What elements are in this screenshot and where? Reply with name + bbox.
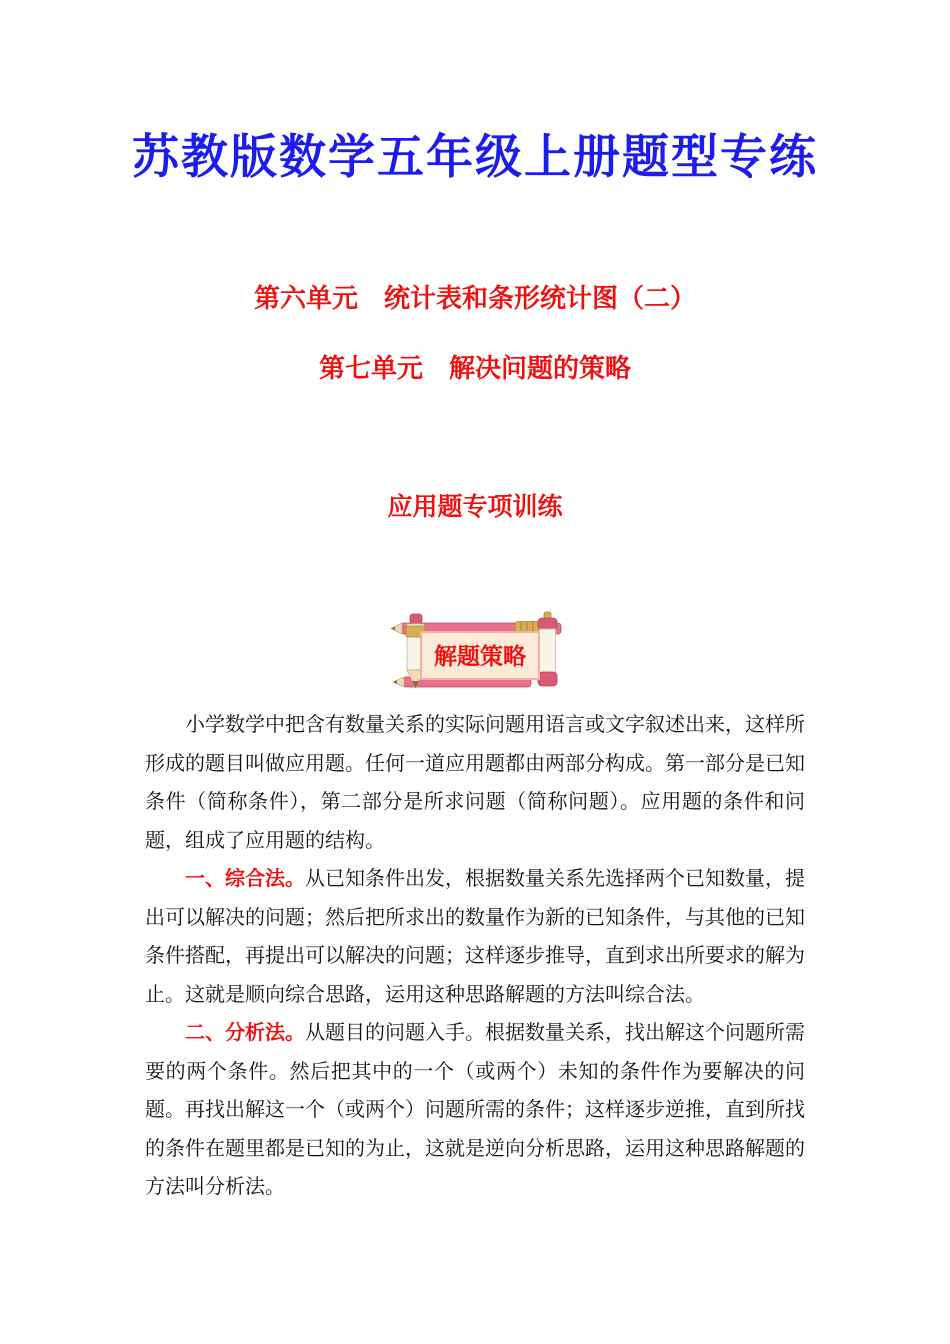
right-roller-icon [538,612,557,686]
banner-label: 解题策略 [434,643,526,669]
document-title: 苏教版数学五年级上册题型专练 [132,132,818,184]
method-1-label: 一、综合法。 [185,868,305,890]
heading-unit-6: 第六单元 统计表和条形统计图（二） [253,283,696,313]
scroll-banner-graphic [391,606,569,698]
paragraph-intro: 小学数学中把含有数量关系的实际问题用语言或文字叙述出来，这样所形成的题目叫做应用题。任何一道应用题都由两部分构成。第一部分是已知条件（简称条件），第二部分是所求问题（简称问题）。应用题的条件和问题，组成了应用题的结构。 [145,714,805,852]
method-2-text: 从题目的问题入手。根据数量关系，找出解这个问题所需要的两个条件。然后把其中的一个（或两个）未知的条件作为要解决的问题。再找出解这一个（或两个）问题所需的条件；这样逐步逆推，直到所找的条件在题里都是已知的为止，这就是逆向分析思路，运用这种思路解题的方法叫分析法。 [145,1022,805,1198]
method-2-label: 二、分析法。 [185,1022,305,1044]
heading-unit-7: 第七单元 解决问题的策略 [318,353,631,383]
paragraph-method-1 [145,860,805,1014]
paragraph-method-2 [145,1014,805,1207]
method-1-text: 从已知条件出发，根据数量关系先选择两个已知数量，提出可以解决的问题；然后把所求出的数量作为新的已知条件，与其他的已知条件搭配，再提出可以解决的问题；这样逐步推导，直到求出所要求的解为止。这就是顺向综合思路，运用这种思路解题的方法叫综合法。 [145,868,805,1006]
heading-applied-problems: 应用题专项训练 [387,493,563,521]
scroll-banner [391,606,569,698]
body-text [145,706,805,1207]
